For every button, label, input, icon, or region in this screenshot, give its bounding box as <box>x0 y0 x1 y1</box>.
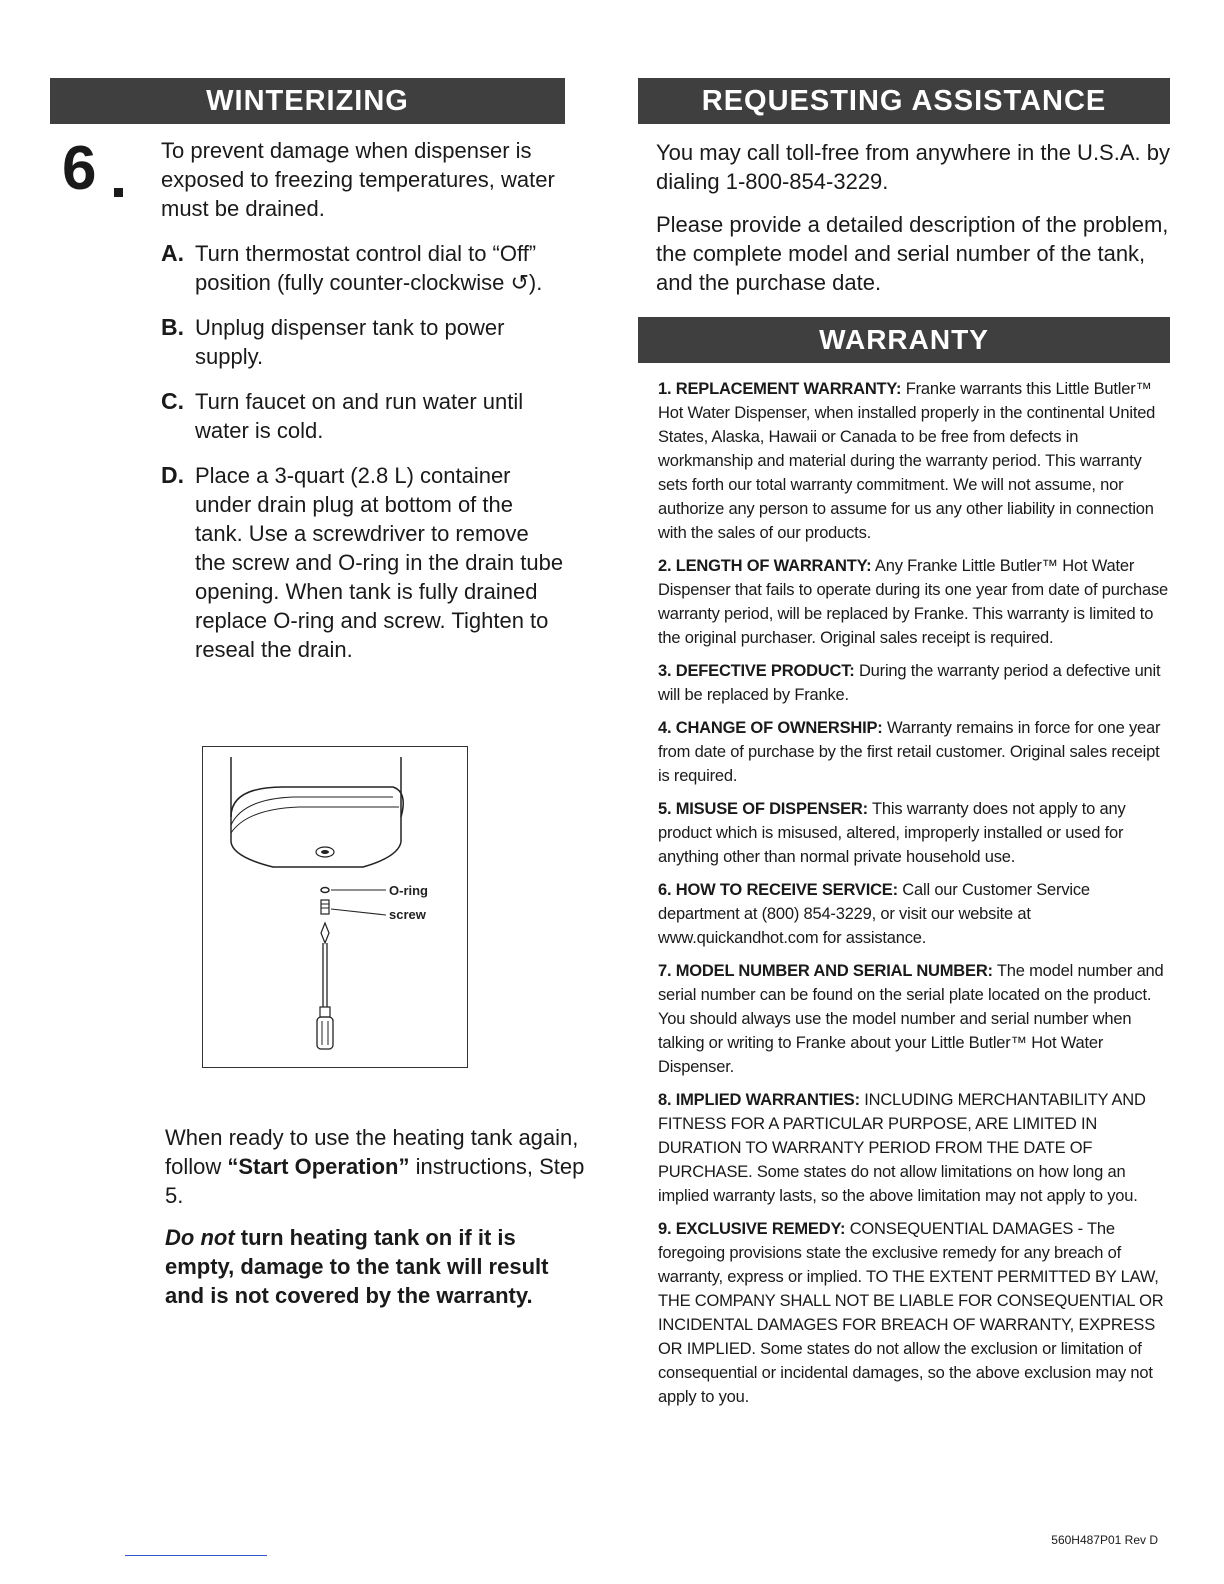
warranty-item-head: 5. MISUSE OF DISPENSER: <box>658 800 868 818</box>
warning-emphasis: Do not <box>165 1225 235 1250</box>
tank-bottom <box>231 842 401 867</box>
warranty-item-text: INCLUDING MERCHANTABILITY AND FITNESS FOR A PARTICULAR PURPOSE, ARE LIMITED IN DURATION TO WARRANTY PERIOD FROM THE DATE OF PURCHASE. Some states do not allow limitations on how long an implied warranty lasts, so the above limitation may not apply to you. <box>658 1091 1146 1205</box>
warranty-item <box>658 878 1170 950</box>
warranty-item-head: 2. LENGTH OF WARRANTY: <box>658 557 872 575</box>
warranty-item-head: 6. HOW TO RECEIVE SERVICE: <box>658 881 898 899</box>
warranty-item <box>658 659 1170 707</box>
warranty-item <box>658 1217 1170 1409</box>
warranty-item-head: 8. IMPLIED WARRANTIES: <box>658 1091 860 1109</box>
substep-text: Turn faucet on and run water until water is cold. <box>195 389 524 443</box>
warranty-item-text: Warranty remains in force for one year from date of purchase by the first retail customer. Original sales receipt is required. <box>658 719 1161 785</box>
footer-rule <box>125 1555 267 1556</box>
warranty-item <box>658 716 1170 788</box>
warranty-item-text: CONSEQUENTIAL DAMAGES - The foregoing provisions state the exclusive remedy for any breach of warranty, express or implied. TO THE EXTENT PERMITTED BY LAW, THE COMPANY SHALL NOT BE LIABLE FOR CONSEQUENTIAL OR INCIDENTAL DAMAGES FOR BREACH OF WARRANTY, EXPRESS OR IMPLIED. Some states do not allow the exclusion or limitation of consequential or incidental damages, so the above exclusion may not apply to you. <box>658 1220 1164 1406</box>
screw-label: screw <box>389 907 426 922</box>
ready-text: When ready to use the heating tank again, follow <box>165 1125 579 1179</box>
warranty-item-text: During the warranty period a defective unit will be replaced by Franke. <box>658 662 1161 704</box>
substep-letter: C. <box>161 388 184 414</box>
warranty-list <box>658 377 1170 1409</box>
tank-rim-inner <box>231 797 393 825</box>
tank-drain-illustration <box>203 747 467 1067</box>
warranty-item <box>658 797 1170 869</box>
o-ring-label: O-ring <box>389 883 428 898</box>
tank-rim-inner <box>231 807 399 833</box>
ready-instructions <box>165 1123 585 1210</box>
step-6 <box>50 136 565 664</box>
assistance-phone: You may call toll-free from anywhere in the U.S.A. by dialing 1-800-854-3229. <box>656 140 1170 194</box>
warranty-item <box>658 1088 1170 1208</box>
screwdriver-ferrule <box>320 1007 330 1017</box>
drain-hole <box>321 850 329 854</box>
warranty-item-text: The model number and serial number can be found on the serial plate located on the product. You should always use the model number and serial number when talking or writing to Franke about your Little Butler™ Hot Water Dispenser. <box>658 962 1164 1076</box>
warranty-item-head: 1. REPLACEMENT WARRANTY: <box>658 380 902 398</box>
warranty-banner: WARRANTY <box>638 317 1170 363</box>
substep-text: Turn thermostat control dial to “Off” position (fully counter-clockwise ↺). <box>195 241 543 295</box>
warning-text: turn heating tank on if it is empty, damage to the tank will result and is not covered by the warranty. <box>165 1225 549 1308</box>
warranty-item-head: 3. DEFECTIVE PRODUCT: <box>658 662 855 680</box>
warranty-item-head: 4. CHANGE OF OWNERSHIP: <box>658 719 883 737</box>
step-intro: To prevent damage when dispenser is exposed to freezing temperatures, water must be drained. <box>161 138 555 221</box>
warranty-item-head: 7. MODEL NUMBER AND SERIAL NUMBER: <box>658 962 993 980</box>
o-ring <box>321 888 329 893</box>
substep-text: Place a 3-quart (2.8 L) container under drain plug at bottom of the tank. Use a screwdriver to remove the screw and O-ring in the drain tube opening. When tank is fully drained replace O-ring and screw. Tighten to reseal the drain. <box>195 463 564 662</box>
warranty-item <box>658 554 1170 650</box>
warranty-item-text: Franke warrants this Little Butler™ Hot Water Dispenser, when installed properly in the continental United States, Alaska, Hawaii or Canada to be free from defects in workmanship and material during the warranty period. This warranty sets forth our total warranty commitment. We will not assume, nor authorize any person to assume for us any other liability in connection with the sales of our products. <box>658 380 1156 542</box>
step-number: 6 <box>62 134 97 203</box>
winterizing-banner: WINTERIZING <box>50 78 565 124</box>
substep-letter: D. <box>161 462 184 488</box>
step-bullet <box>114 188 123 197</box>
screwdriver-handle <box>317 1017 333 1049</box>
tank-rim <box>231 787 403 817</box>
warning-note <box>165 1223 585 1310</box>
warranty-item-text: Call our Customer Service department at (800) 854-3229, or visit our website at www.quickandhot.com for assistance. <box>658 881 1090 947</box>
document-code: 560H487P01 Rev D <box>1051 1533 1158 1547</box>
assistance-details: Please provide a detailed description of the problem, the complete model and serial number of the tank, and the purchase date. <box>656 212 1169 295</box>
substep-b <box>161 313 565 371</box>
winterizing-section <box>50 78 585 1308</box>
substep-text: Unplug dispenser tank to power supply. <box>195 315 505 369</box>
substep-letter: B. <box>161 314 184 340</box>
screwdriver-tip <box>321 923 329 943</box>
substep-letter: A. <box>161 240 184 266</box>
warranty-item-head: 9. EXCLUSIVE REMEDY: <box>658 1220 846 1238</box>
substep-a <box>161 239 565 297</box>
screw-leader <box>331 909 386 915</box>
substep-d <box>161 461 565 664</box>
warranty-item <box>658 377 1170 545</box>
start-operation-ref: “Start Operation” <box>227 1154 410 1179</box>
assistance-banner: REQUESTING ASSISTANCE <box>638 78 1170 124</box>
substep-c <box>161 387 565 445</box>
warranty-item-text: Any Franke Little Butler™ Hot Water Dispenser that fails to operate during its one year from date of purchase warranty period, will be replaced by Franke. This warranty is limited to the original purchaser. Original sales receipt is required. <box>658 557 1169 647</box>
drain-diagram <box>202 746 468 1068</box>
right-column <box>638 78 1170 1418</box>
ready-text-end: instructions, Step 5. <box>165 1154 585 1208</box>
screw <box>321 900 329 914</box>
warranty-item <box>658 959 1170 1079</box>
warranty-item-text: This warranty does not apply to any product which is misused, altered, improperly installed or used for anything other than normal private household use. <box>658 800 1126 866</box>
